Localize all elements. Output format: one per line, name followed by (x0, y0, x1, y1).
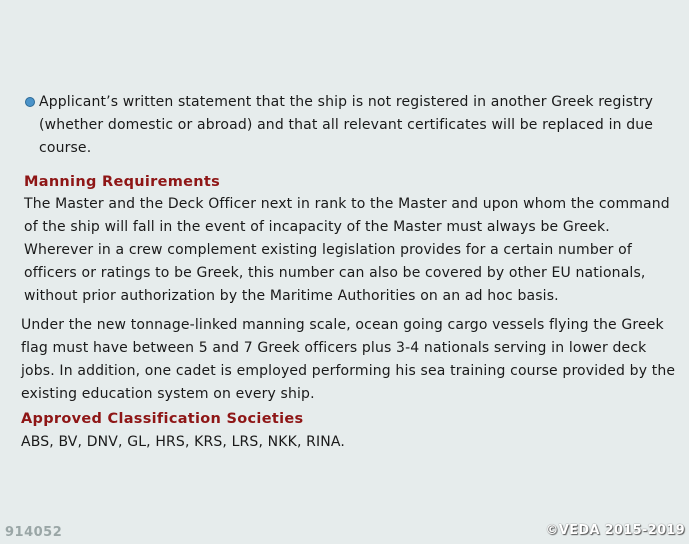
manning-requirements-paragraph: The Master and the Deck Officer next in rank to the Master and upon whom the command of the ship will fall in the event of incapacity of the Master must always be Greek. Wherever in a crew complement existing legislation provides for a certain number of officers or ratings to be Greek, this number can also be covered by other EU nationals, without prior authorization by the Maritime Authorities on an ad hoc basis. (24, 196, 670, 304)
manning-requirements-heading: Manning Requirements (24, 174, 221, 190)
classification-societies-list: ABS, BV, DNV, GL, HRS, KRS, LRS, NKK, RINA. (21, 434, 345, 450)
tonnage-manning-paragraph: Under the new tonnage-linked manning scale, ocean going cargo vessels flying the Greek flag must have between 5 and 7 Greek officers plus 3-4 nationals serving in lower deck jobs. In addition, one cadet is employed performing his sea training course provided by the existing education system on every ship. (21, 317, 676, 402)
bullet-item (24, 91, 674, 160)
bullet-icon (25, 97, 35, 107)
page-id: 914052 (5, 525, 63, 540)
classification-societies-heading: Approved Classification Societies (21, 411, 304, 427)
bullet-text: Applicant’s written statement that the ship is not registered in another Greek registry (whether domestic or abroad) and that all relevant certificates will be replaced in due course. (39, 94, 654, 156)
copyright-notice: ©VEDA 2015-2019 (545, 523, 685, 538)
